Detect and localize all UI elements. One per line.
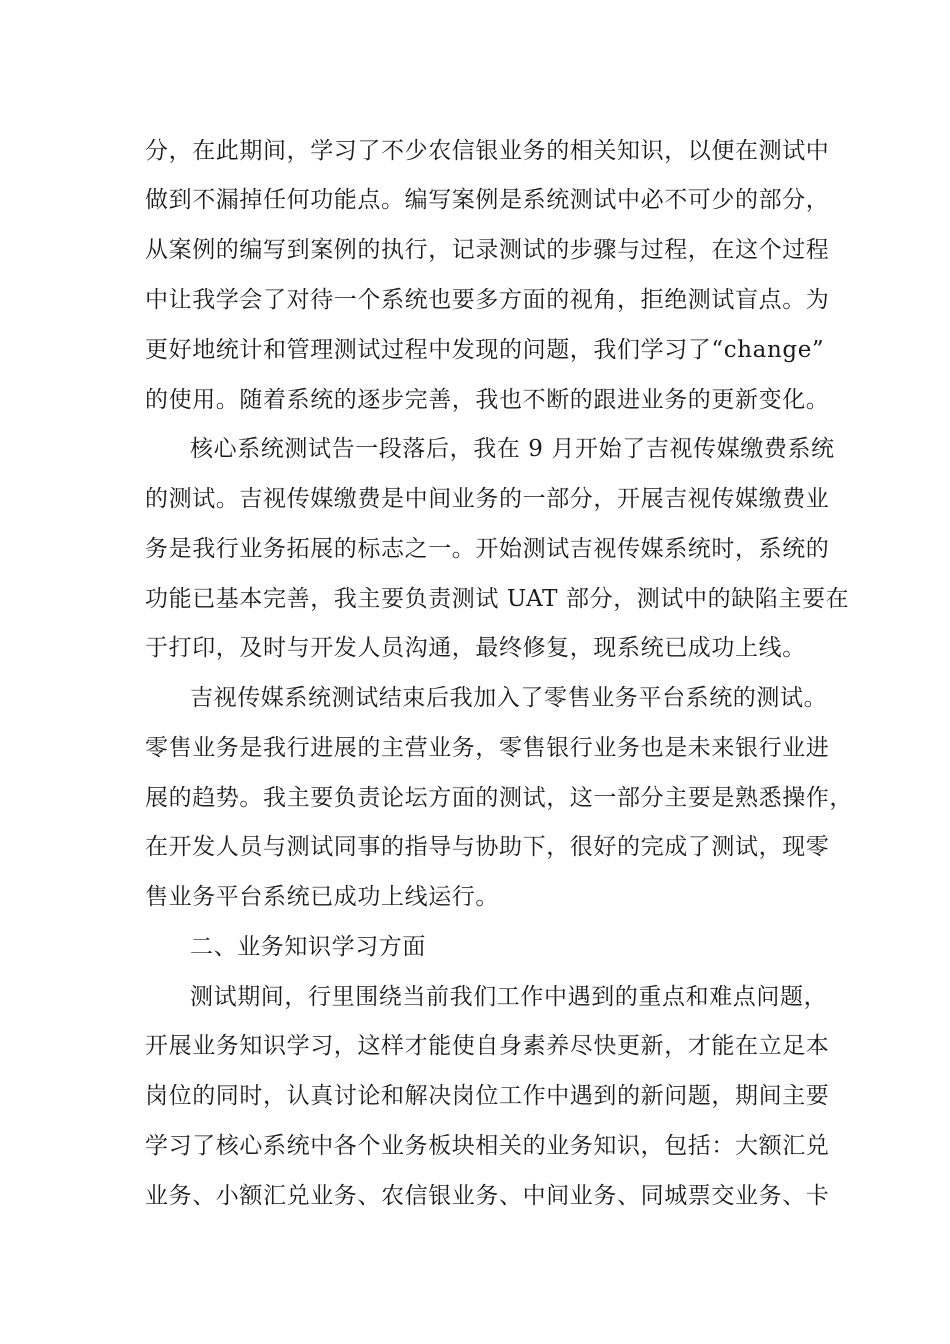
text-line: 展的趋势。我主要负责论坛方面的测试，这一部分主要是熟悉操作，	[145, 785, 853, 811]
section-heading: 二、业务知识学习方面	[190, 934, 426, 960]
text-line: 零售业务是我行进展的主营业务，零售银行业务也是未来银行业进	[145, 735, 830, 761]
text-line: 的测试。吉视传媒缴费是中间业务的一部分，开展吉视传媒缴费业	[145, 486, 830, 512]
text-line: 更好地统计和管理测试过程中发现的问题，我们学习了“change”	[145, 337, 825, 363]
text-line: 于打印，及时与开发人员沟通，最终修复，现系统已成功上线。	[145, 635, 806, 661]
text-line: 从案例的编写到案例的执行，记录测试的步骤与过程，在这个过程	[145, 237, 830, 263]
text-line: 业务、小额汇兑业务、农信银业务、中间业务、同城票交业务、卡	[145, 1183, 830, 1209]
text-line: 做到不漏掉任何功能点。编写案例是系统测试中必不可少的部分，	[145, 187, 830, 213]
text-line: 中让我学会了对待一个系统也要多方面的视角，拒绝测试盲点。为	[145, 287, 830, 313]
text-line: 学习了核心系统中各个业务板块相关的业务知识，包括：大额汇兑	[145, 1133, 830, 1159]
text-line: 岗位的同时，认真讨论和解决岗位工作中遇到的新问题，期间主要	[145, 1083, 830, 1109]
paragraph-first-line: 吉视传媒系统测试结束后我加入了零售业务平台系统的测试。	[190, 685, 828, 711]
text-line: 务是我行业务拓展的标志之一。开始测试吉视传媒系统时，系统的	[145, 536, 830, 562]
text-line: 售业务平台系统已成功上线运行。	[145, 884, 499, 910]
paragraph-first-line: 测试期间，行里围绕当前我们工作中遇到的重点和难点问题，	[190, 984, 828, 1010]
text-line: 分，在此期间，学习了不少农信银业务的相关知识，以便在测试中	[145, 138, 830, 164]
text-line: 功能已基本完善，我主要负责测试 UAT 部分，测试中的缺陷主要在	[145, 586, 850, 612]
text-line: 的使用。随着系统的逐步完善，我也不断的跟进业务的更新变化。	[145, 387, 830, 413]
text-line: 在开发人员与测试同事的指导与协助下，很好的完成了测试，现零	[145, 834, 830, 860]
paragraph-first-line: 核心系统测试告一段落后，我在 9 月开始了吉视传媒缴费系统	[190, 436, 835, 462]
text-line: 开展业务知识学习，这样才能使自身素养尽快更新，才能在立足本	[145, 1033, 830, 1059]
